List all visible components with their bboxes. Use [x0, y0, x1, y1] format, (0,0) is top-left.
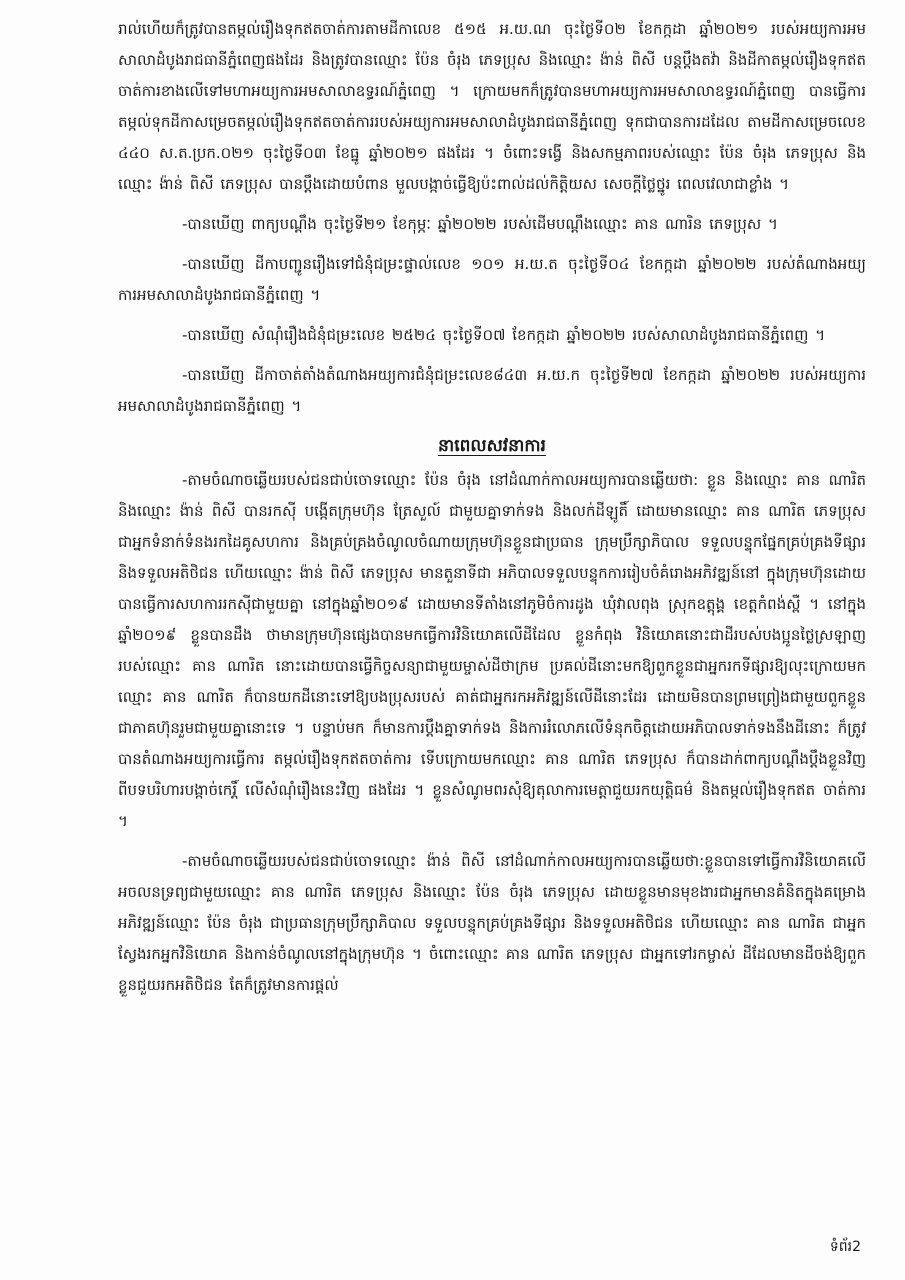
- page-number: ទំព័រ2: [829, 1239, 861, 1255]
- paragraph-prosecutor-order: -បានឃើញ ដីកាចាត់តាំងតំណាងអយ្យការជំនុំជម្រះលេខ៨៤៣ អ.យ.ក ចុះថ្ងៃទី២៧ ខែកក្កដា ឆ្នាំ២០២២ របស់អយ្យការ អមសាលាដំបូងរាជធានីភ្នំពេញ ។: [118, 366, 866, 415]
- paragraph-defendant-two-statement: -តាមចំណាចឆ្លើយរបស់ជនជាប់ចោទឈ្មោះ ង៉ាន់ ពិសី នៅដំណាក់កាលអយ្យការបានឆ្លើយថា:ខ្លួនបានទៅធ្វើការវិនិយោគលើអចលនទ្រព្យជាមួយឈ្មោះ គាន ណារិត ភេទប្រុស និងឈ្មោះ ប៉ែន ចំរុង ភេទប្រុស ដោយខ្លួនមានមុខងារជាអ្នកមានគំនិតក្នុងគម្រោងអភិវឌ្ឍន៍ឈ្មោះ ប៉ែន ចំរុង ជាប្រធានក្រុមប្រឹក្សាភិបាល ទទួលបន្ទុកគ្រប់គ្រងទីផ្សារ និងទទួលអតិថិជន ហើយឈ្មោះ គាន ណារិត ជាអ្នកស្វែងរកអ្នកវិនិយោគ និងកាន់ចំណូលនៅក្នុងក្រុមហ៊ុន ។ ចំពោះឈ្មោះ គាន ណារិត ភេទប្រុស ជាអ្នកទៅរកម្ចាស់ ដីដែលមានដីចង់ឱ្យពួកខ្លួនជួយរកអតិថិជន តែក៏ត្រូវមានការផ្តល់: [118, 852, 866, 994]
- section-title-hearing: នាពេលសវនាការ: [438, 436, 546, 456]
- paragraph-case-file: -បានឃើញ សំណុំរឿងជំនុំជម្រះលេខ ២៥២៤ ចុះថ្ងៃទី០៧ ខែកក្កដា ឆ្នាំ២០២២ របស់សាលាដំបូងរាជធានីភ្នំពេញ ។: [182, 326, 826, 344]
- paragraph-continuation: រាល់ហើយក៏ត្រូវបានតម្កល់រឿងទុកឥតចាត់ការតាមដីកាលេខ ៥១៥ អ.យ.ណ ចុះថ្ងៃទី០២ ខែកក្កដា ឆ្នាំ២០២១ របស់អយ្យការអមសាលាដំបូងរាជធានីភ្នំពេញផងដែរ និងត្រូវបានឈ្មោះ ប៉ែន ចំរុង ភេទប្រុស និងឈ្មោះ ង៉ាន់ ពិសី បន្តប្តឹងតវ៉ា និងដីកាតម្កល់រឿងទុកឥតចាត់ការខាងលើទៅមហាអយ្យការអមសាលាឧទ្ធរណ៍ភ្នំពេញ ។ ក្រោយមកក៏ត្រូវបានមហាអយ្យការអមសាលាឧទ្ធរណ៍ភ្នំពេញ បានធ្វើការតម្កល់ទុកដីកាសម្រេចតម្កល់រឿងទុកឥតចាត់ការរបស់អយ្យការអមសាលាដំបូងរាជធានីភ្នំពេញ ទុកជាបានការដដែល តាមដីកាសម្រេចលេខ ៤៤០ ស.ត.ប្រក.០២១ ចុះថ្ងៃទី០៣ ខែធ្នូ ឆ្នាំ២០២១ ផងដែរ ។ ចំពោះទង្វើ និងសកម្មភាពរបស់ឈ្មោះ ប៉ែន ចំរុង ភេទប្រុស និងឈ្មោះ ង៉ាន់ ពិសី ភេទប្រុស បានប្តឹងដោយបំពាន មួលបង្កាច់ធ្វើឱ្យប៉ះពាល់ដល់កិត្តិយស សេចក្តីថ្លៃថ្នូរ ពេលវេលាជាខ្លាំង ។: [118, 20, 866, 193]
- document-body: [118, 14, 866, 1010]
- paragraph-referral-order: -បានឃើញ ដីកាបញ្ជូនរឿងទៅជំនុំជម្រះផ្ទាល់លេខ ១០១ អ.យ.ត ចុះថ្ងៃទី០៤ ខែកក្កដា ឆ្នាំ២០២២ របស់តំណាងអយ្យការអមសាលាដំបូងរាជធានីភ្នំពេញ ។: [118, 255, 866, 304]
- paragraph-defendant-one-statement: -តាមចំណាចឆ្លើយរបស់ជនជាប់ចោទឈ្មោះ ប៉ែន ចំរុង នៅដំណាក់កាលអយ្យការបានឆ្លើយថា: ខ្លួន និងឈ្មោះ គាន ណារិត និងឈ្មោះ ង៉ាន់ ពិសី បានរកស៊ី បង្កើតក្រុមហ៊ុន ត្រែសួល៍ ជាមួយគ្នាទាក់ទង និងលក់ដីឡូតិ៍ ដោយមានឈ្មោះ គាន ណារិត ភេទប្រុស ជាអ្នកទំនាក់ទំនងរកដៃគូសហការ និងគ្រប់គ្រងចំណូលចំណាយក្រុមហ៊ុនខ្លួនជាប្រធាន ក្រុមប្រឹក្សាភិបាល ទទួលបន្ទុកផ្នែកគ្រប់គ្រងទីផ្សារ និងទទួលអតិថិជន ហើយឈ្មោះ ង៉ាន់ ពិសី ភេទប្រុស មានតួនាទីជា អភិបាលទទួលបន្ទុកការរៀបចំគំរោងអភិវឌ្ឍន៍នៅ ក្នុងក្រុមហ៊ុនដោយបានធ្វើការសហការរកស៊ីជាមួយគ្នា នៅក្នុងឆ្នាំ២០១៩ ដោយមានទីតាំងនៅភូមិចំការដូង ឃុំវាលពុង ស្រុកឧត្តុង្គ ខេត្តកំពង់ស្ពឺ ។ នៅក្នុងឆ្នាំ២០១៩ ខ្លួនបានដឹង ថាមានក្រុមហ៊ុនផ្សេងបានមកធ្វើការវិនិយោគលើដីដែល ខ្លួនកំពុង វិនិយោគនោះជាដីរបស់បងប្អូនថ្លៃស្រឡាញ របស់ឈ្មោះ គាន ណារិត នោះដោយបានធ្វើកិច្ចសន្យាជាមួយម្ចាស់ដីថាក្រម ប្រគល់ដីនោះមកឱ្យពួកខ្លួនជាអ្នករកទីផ្សារឱ្យលុះក្រោយមកឈ្មោះ គាន ណារិត ក៏បានយកដីនោះទៅឱ្យបងប្រុសរបស់ គាត់ជាអ្នករកអភិវឌ្ឍន៍លើដីនោះដែរ ដោយមិនបានព្រមព្រៀងជាមួយពួកខ្លួន ជាភាគហ៊ុនរួមជាមួយគ្នានោះទេ ។ បន្ទាប់មក ក៏មានការប្តឹងគ្នាទាក់ទង និងការរំលោភលើទំនុកចិត្តដោយអភិបាលទាក់ទងនឹងដីនោះ ក៏ត្រូវបានតំណាងអយ្យការធ្វើការ តម្កល់រឿងទុកឥតចាត់ការ ទើបក្រោយមកឈ្មោះ គាន ណារិត ភេទប្រុស ក៏បានដាក់ពាក្យបណ្តឹងប្តឹងខ្លួនវិញ ពីបទបរិហារបង្កាច់កេរ្តិ៍ លើសំណុំរឿងនេះវិញ ផងដែរ ។ ខ្លួនសំណូមពរសុំឱ្យតុលាការមេត្តាជួយរកយុត្តិធម៌ និងតម្កល់រឿងទុកឥត ចាត់ការ ។: [118, 471, 866, 830]
- paragraph-complaint: -បានឃើញ ពាក្យបណ្តឹង ចុះថ្ងៃទី២១ ខែកុម្ភៈ ឆ្នាំ២០២២ របស់ដើមបណ្តឹងឈ្មោះ គាន ណារិន ភេទប្រុស ។: [182, 215, 778, 233]
